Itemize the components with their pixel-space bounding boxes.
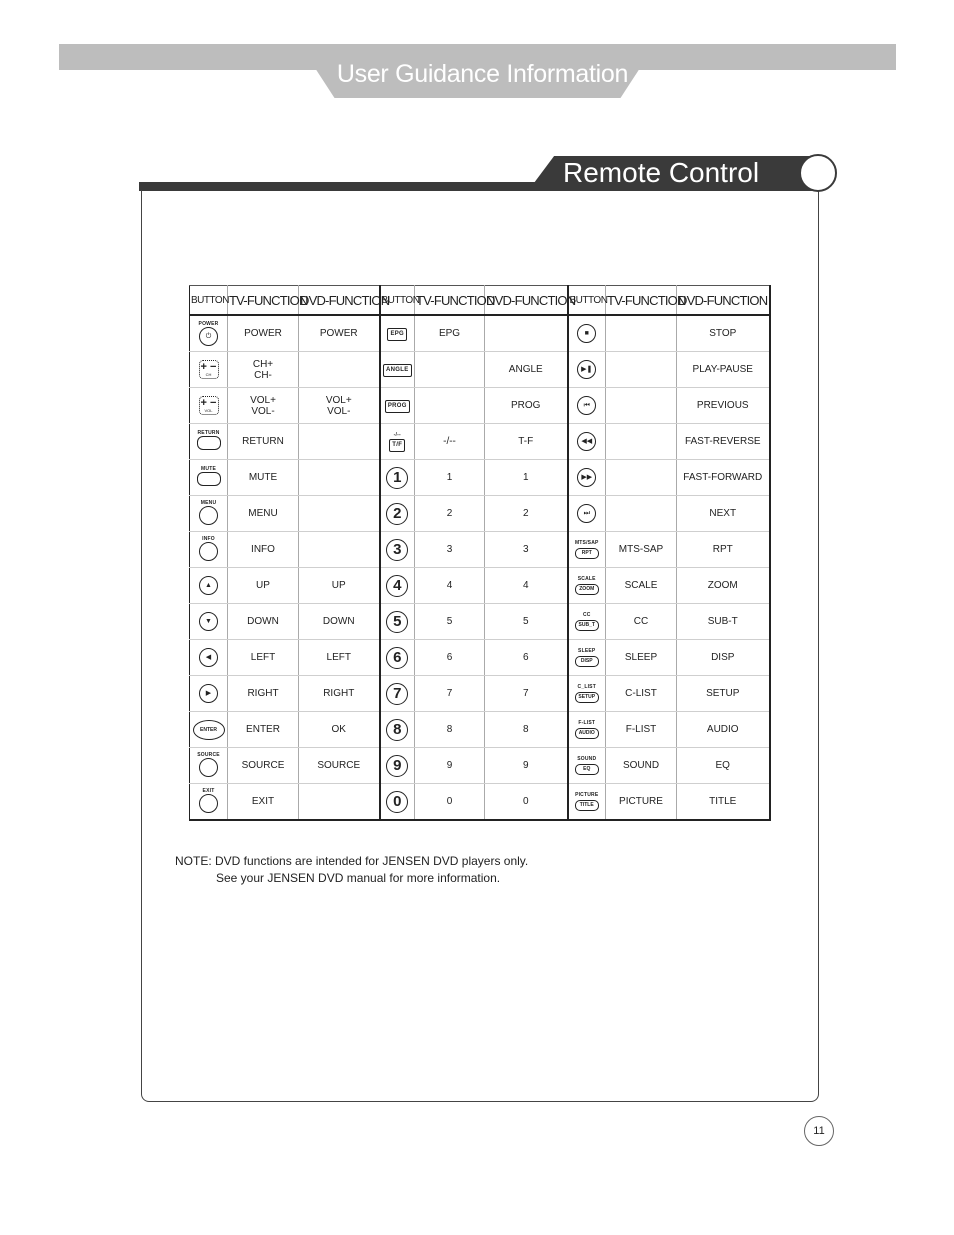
tv-function-cell: -/-- [415, 424, 485, 460]
button-icon-cell [190, 748, 228, 784]
button-icon-cell [380, 748, 415, 784]
note-line-1: NOTE: DVD functions are intended for JENSEN DVD players only. [175, 854, 529, 868]
header-dvd-function-3: DVD-FUNCTION [677, 286, 770, 316]
tv-function-cell [606, 388, 677, 424]
exit-button-icon [190, 788, 227, 816]
tv-function-cell: 1 [415, 460, 485, 496]
clist-setup-icon [569, 684, 606, 703]
number-7-icon [381, 683, 415, 705]
tv-function-cell: VOL+ VOL- [228, 388, 299, 424]
button-icon-cell [190, 604, 228, 640]
dvd-function-cell: NEXT [677, 496, 770, 532]
button-shape [199, 506, 218, 525]
button-shape [199, 542, 218, 561]
button-glyph: T/F [389, 439, 405, 452]
page-number: 11 [804, 1116, 834, 1146]
dvd-function-cell: 6 [485, 640, 568, 676]
dvd-function-cell: 5 [485, 604, 568, 640]
up-arrow-icon [190, 576, 227, 595]
dvd-function-cell: RIGHT [299, 676, 380, 712]
button-caption: SLEEP [578, 648, 596, 654]
down-arrow-icon [190, 612, 227, 631]
dvd-function-cell: DISP [677, 640, 770, 676]
button-caption: PICTURE [575, 792, 599, 798]
dvd-function-cell: 2 [485, 496, 568, 532]
button-glyph: ENTER [193, 720, 225, 740]
tv-function-cell: SLEEP [606, 640, 677, 676]
tf-button-icon [381, 432, 415, 452]
button-caption: SOURCE [197, 751, 220, 758]
button-glyph: EPG [387, 328, 407, 341]
number-0-icon [381, 791, 415, 813]
dvd-function-cell: TITLE [709, 796, 737, 807]
button-icon-cell [380, 532, 415, 568]
button-glyph: + − [200, 397, 217, 409]
fast-reverse-icon [569, 432, 606, 451]
dvd-function-cell: 9 [485, 748, 568, 784]
right-arrow-icon [190, 684, 227, 703]
button-glyph: AUDIO [575, 728, 599, 739]
tv-function-cell: DOWN [228, 604, 299, 640]
remote-function-table-wrap [189, 285, 769, 830]
tv-function-cell: F-LIST [606, 712, 677, 748]
header-dvd-function-2: DVD-FUNCTION [485, 286, 568, 316]
dvd-function-cell: ZOOM [677, 568, 770, 604]
table-row [190, 640, 770, 676]
button-shape [197, 472, 221, 486]
button-icon-cell [190, 568, 228, 604]
picture-title-icon [569, 792, 606, 811]
return-button-icon [190, 430, 227, 453]
button-icon-cell [380, 460, 415, 496]
dvd-function-cell: UP [299, 568, 380, 604]
header-button-1: BUTTON [190, 286, 228, 316]
button-glyph: ◀◀ [577, 432, 596, 451]
remote-function-table [189, 285, 771, 821]
tv-function-cell: 4 [415, 568, 485, 604]
button-icon-cell [568, 460, 606, 496]
angle-button-icon [381, 363, 415, 377]
table-row [190, 315, 770, 352]
tv-function-cell: EXIT [228, 784, 299, 821]
tv-function-cell: 2 [415, 496, 485, 532]
dvd-function-cell: 3 [485, 532, 568, 568]
dvd-function-cell: SETUP [677, 676, 770, 712]
button-icon-cell [568, 748, 606, 784]
button-icon-cell [568, 568, 606, 604]
dvd-function-cell: FAST-FORWARD [677, 460, 770, 496]
button-icon-cell [190, 784, 228, 821]
button-glyph: ▼ [199, 612, 218, 631]
tv-function-cell: C-LIST [606, 676, 677, 712]
dvd-function-cell: OK [299, 712, 380, 748]
button-glyph: 4 [386, 575, 408, 597]
button-icon-cell [380, 568, 415, 604]
button-glyph: ⏮ [577, 396, 596, 415]
menu-button-icon [190, 500, 227, 528]
cc-subt-icon [569, 612, 606, 631]
prog-button-icon [381, 399, 415, 413]
tv-function-cell: 3 [415, 532, 485, 568]
table-row [190, 352, 770, 388]
button-icon-cell [190, 352, 228, 388]
tv-function-cell: ENTER [228, 712, 299, 748]
tv-function-cell: 7 [415, 676, 485, 712]
fast-forward-icon [569, 468, 606, 487]
button-glyph: ZOOM [575, 584, 599, 595]
number-1-icon [381, 467, 415, 489]
button-glyph: ⏭ [577, 504, 596, 523]
table-row [190, 532, 770, 568]
button-glyph: 3 [386, 539, 408, 561]
volume-up-down-icon [190, 396, 227, 415]
footnote [175, 853, 528, 887]
source-button-icon [190, 752, 227, 780]
dvd-function-cell [299, 352, 380, 388]
stop-icon [569, 324, 606, 343]
dvd-function-cell: DOWN [299, 604, 380, 640]
page-title: User Guidance Information [336, 60, 629, 88]
button-caption: -/-- [393, 431, 401, 438]
tv-function-cell: SOURCE [228, 748, 299, 784]
epg-button-icon [381, 327, 415, 341]
dvd-function-cell: FAST-REVERSE [677, 424, 770, 460]
scale-zoom-icon [569, 576, 606, 595]
button-glyph: 7 [386, 683, 408, 705]
button-icon-cell [380, 604, 415, 640]
info-button-icon [190, 536, 227, 564]
tv-function-cell: SCALE [606, 568, 677, 604]
button-glyph: SETUP [575, 692, 599, 703]
table-row [190, 388, 770, 424]
dvd-function-cell [485, 315, 568, 352]
number-5-icon [381, 611, 415, 633]
section-circle-ornament [799, 154, 837, 192]
section-title: Remote Control [563, 157, 760, 188]
button-glyph: SUB_T [575, 620, 599, 631]
dvd-function-cell [299, 460, 380, 496]
button-icon-cell [190, 532, 228, 568]
previous-icon [569, 396, 606, 415]
button-icon-cell [190, 460, 228, 496]
table-header-row [190, 286, 770, 316]
button-icon-cell [380, 676, 415, 712]
button-glyph: 0 [386, 791, 408, 813]
header-button-2: BUTTON [380, 286, 415, 316]
dvd-function-cell: LEFT [299, 640, 380, 676]
button-icon-cell [380, 784, 415, 821]
button-glyph: 2 [386, 503, 408, 525]
tv-function-cell: RIGHT [228, 676, 299, 712]
mts-sap-rpt-icon [569, 540, 606, 559]
tv-function-cell [415, 388, 485, 424]
table-row [190, 676, 770, 712]
channel-up-down-icon [190, 360, 227, 379]
button-glyph: ▶▶ [577, 468, 596, 487]
dvd-function-cell: AUDIO [677, 712, 770, 748]
button-icon-cell [568, 352, 606, 388]
tv-function-cell: 9 [415, 748, 485, 784]
header-tv-function-1: TV-FUNCTION [228, 286, 299, 316]
button-icon-cell [190, 676, 228, 712]
button-icon-cell [568, 676, 606, 712]
button-glyph: ◀ [199, 648, 218, 667]
tv-function-cell: CH+ CH- [228, 352, 299, 388]
number-9-icon [381, 755, 415, 777]
button-glyph: DISP [575, 656, 599, 667]
button-icon-cell [568, 496, 606, 532]
button-shape [199, 758, 218, 777]
button-caption: MENU [200, 499, 217, 506]
table-row [190, 568, 770, 604]
dvd-function-cell: 8 [485, 712, 568, 748]
number-4-icon [381, 575, 415, 597]
dvd-function-cell: 7 [485, 676, 568, 712]
button-glyph: ▲ [199, 576, 218, 595]
tv-function-cell [606, 424, 677, 460]
button-glyph: EQ [575, 764, 599, 775]
play-pause-icon [569, 360, 606, 379]
button-caption: F-LIST [578, 720, 596, 726]
left-arrow-icon [190, 648, 227, 667]
sound-eq-icon [569, 756, 606, 775]
button-icon-cell [568, 784, 606, 821]
button-icon-cell [568, 424, 606, 460]
dvd-function-cell: POWER [299, 315, 380, 352]
tv-function-cell [415, 352, 485, 388]
button-caption: VOL [204, 408, 213, 413]
dvd-function-cell: SUB-T [677, 604, 770, 640]
button-icon-cell [568, 604, 606, 640]
mute-button-icon [190, 466, 227, 489]
button-icon-cell [380, 315, 415, 352]
tv-function-cell: EPG [415, 315, 485, 352]
enter-button-icon [190, 720, 227, 740]
tv-function-cell: 8 [415, 712, 485, 748]
button-icon-cell [568, 712, 606, 748]
button-icon-cell [190, 712, 228, 748]
button-icon-cell [190, 388, 228, 424]
button-glyph: ▶ [199, 684, 218, 703]
button-caption: MUTE [201, 466, 216, 472]
dvd-function-cell [299, 784, 380, 821]
table-row [190, 712, 770, 748]
button-icon-cell [568, 388, 606, 424]
note-line-2: See your JENSEN DVD manual for more information. [216, 871, 501, 885]
dvd-function-cell: STOP [677, 315, 770, 352]
dvd-function-cell: PLAY-PAUSE [677, 352, 770, 388]
button-caption: CH [205, 372, 212, 377]
table-row [190, 784, 770, 821]
dvd-function-cell: PROG [485, 388, 568, 424]
button-glyph: ANGLE [383, 364, 412, 377]
dvd-function-cell: EQ [677, 748, 770, 784]
button-caption: POWER [198, 321, 219, 327]
button-glyph: 8 [386, 719, 408, 741]
tv-function-cell: POWER [228, 315, 299, 352]
table-row [190, 424, 770, 460]
dvd-function-cell: T-F [485, 424, 568, 460]
button-caption: C_LIST [577, 684, 596, 690]
flist-audio-icon [569, 720, 606, 739]
tv-function-cell: SOUND [606, 748, 677, 784]
button-caption: SOUND [577, 756, 597, 762]
button-icon-cell [190, 640, 228, 676]
dvd-function-cell: VOL+ VOL- [299, 388, 380, 424]
dvd-function-cell [299, 496, 380, 532]
dvd-function-cell [299, 424, 380, 460]
tv-function-cell: UP [228, 568, 299, 604]
button-icon-cell [380, 712, 415, 748]
tv-function-cell [606, 315, 677, 352]
button-icon-cell [380, 496, 415, 532]
dvd-function-cell: 1 [485, 460, 568, 496]
dvd-function-cell [299, 532, 380, 568]
tv-function-cell: LEFT [228, 640, 299, 676]
button-icon-cell [380, 388, 415, 424]
button-glyph: 1 [386, 467, 408, 489]
button-glyph: ▶❚ [577, 360, 596, 379]
button-shape [197, 436, 221, 450]
button-icon-cell [568, 532, 606, 568]
button-icon-cell [190, 496, 228, 532]
button-glyph: ⏻ [199, 327, 218, 346]
rocker-button [199, 396, 219, 415]
sleep-disp-icon [569, 648, 606, 667]
button-caption: MTS/SAP [574, 540, 599, 546]
tv-function-cell: INFO [228, 532, 299, 568]
button-icon-cell [190, 315, 228, 352]
button-icon-cell [380, 640, 415, 676]
tv-function-cell: 0 [415, 784, 485, 821]
tv-function-cell: MENU [228, 496, 299, 532]
dvd-function-cell: 4 [485, 568, 568, 604]
table-row [190, 496, 770, 532]
button-glyph: PROG [385, 400, 410, 413]
button-glyph: 5 [386, 611, 408, 633]
tv-function-cell: 6 [415, 640, 485, 676]
tv-function-cell [606, 496, 677, 532]
button-icon-cell [190, 424, 228, 460]
tv-function-cell: MTS-SAP [606, 532, 677, 568]
tv-function-cell: PICTURE [606, 784, 677, 821]
dvd-function-cell: PREVIOUS [677, 388, 770, 424]
tv-function-cell: RETURN [228, 424, 299, 460]
button-glyph: RPT [575, 548, 599, 559]
dvd-function-cell: 0 [485, 784, 568, 821]
button-caption: CC [582, 612, 591, 618]
rocker-button [199, 360, 219, 379]
tv-function-cell: CC [606, 604, 677, 640]
header-dvd-function-1: DVD-FUNCTION [299, 286, 380, 316]
tv-function-cell: MUTE [228, 460, 299, 496]
button-glyph: TITLE [575, 800, 599, 811]
number-2-icon [381, 503, 415, 525]
power-icon [190, 321, 227, 346]
tv-function-cell [606, 352, 677, 388]
number-6-icon [381, 647, 415, 669]
button-icon-cell [568, 315, 606, 352]
number-8-icon [381, 719, 415, 741]
button-shape [199, 794, 218, 813]
button-caption: RETURN [197, 430, 220, 436]
number-3-icon [381, 539, 415, 561]
button-glyph: 9 [386, 755, 408, 777]
button-glyph: ■ [577, 324, 596, 343]
table-row [190, 748, 770, 784]
button-icon-cell [380, 424, 415, 460]
header-button-3: BUTTON [568, 286, 606, 316]
header-tv-function-2: TV-FUNCTION [415, 286, 485, 316]
button-icon-cell [568, 640, 606, 676]
button-caption: INFO [202, 535, 215, 542]
button-icon-cell [380, 352, 415, 388]
dvd-function-cell: SOURCE [299, 748, 380, 784]
dvd-function-cell: RPT [677, 532, 770, 568]
header-tv-function-3: TV-FUNCTION [606, 286, 677, 316]
table-row [190, 604, 770, 640]
button-caption: EXIT [202, 787, 215, 794]
button-caption: SCALE [577, 576, 596, 582]
dvd-function-cell: ANGLE [485, 352, 568, 388]
button-glyph: 6 [386, 647, 408, 669]
table-row [190, 460, 770, 496]
tv-function-cell [606, 460, 677, 496]
button-glyph: + − [200, 361, 217, 373]
tv-function-cell: 5 [415, 604, 485, 640]
next-icon [569, 504, 606, 523]
